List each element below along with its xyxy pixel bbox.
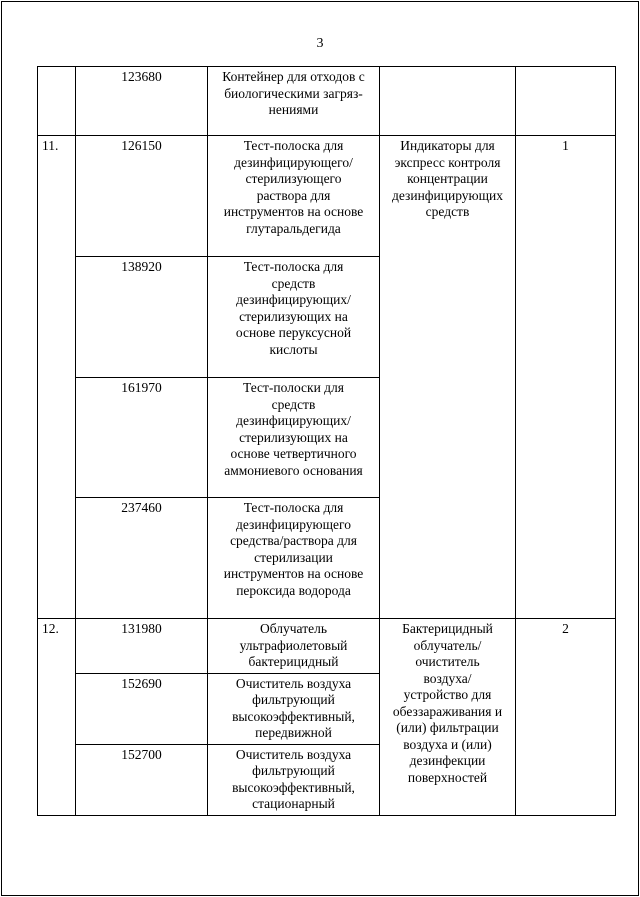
name-line: кислоты: [269, 341, 318, 357]
group-line: обеззараживания и: [392, 703, 503, 719]
class-cell: [516, 67, 616, 136]
name-line: Тест-полоска для: [243, 259, 344, 274]
name-line: передвижной: [255, 725, 332, 740]
group-line: очиститель: [415, 654, 480, 669]
code-cell: 152690: [76, 673, 208, 744]
name-line: дезинфицирующего/: [234, 154, 353, 170]
name-line: ультрафиолетовый: [239, 637, 348, 653]
name-line: Тест-полоска для: [243, 500, 344, 515]
name-line: стерилизующих на: [239, 308, 348, 324]
name-line: глутаральдегида: [246, 220, 341, 236]
group-line: (или) фильтрации: [396, 720, 499, 735]
name-cell: [208, 619, 380, 674]
group-cell: [380, 136, 516, 619]
group-line: Индикаторы для: [400, 138, 495, 153]
name-line: биологическими загряз-: [224, 85, 363, 101]
group-line: дезинфекции: [409, 753, 486, 768]
name-cell: [208, 67, 380, 136]
group-line: облучатель/: [413, 637, 482, 653]
group-line: воздуха и (или): [403, 736, 492, 752]
name-cell: [208, 744, 380, 815]
name-line: инструментов на основе: [223, 566, 364, 581]
name-line: основе перуксусной: [235, 325, 352, 340]
code-cell: 161970: [76, 378, 208, 498]
name-line: дезинфицирующих/: [236, 413, 351, 428]
code-cell: 138920: [76, 257, 208, 378]
group-line: концентрации: [407, 171, 488, 186]
row-number-cell: 12.: [38, 619, 76, 816]
name-line: средств: [271, 396, 316, 412]
name-line: дезинфицирующих/: [236, 292, 351, 307]
group-line: средств: [425, 204, 470, 219]
name-line: раствора для: [256, 187, 331, 203]
group-line: дезинфицирующих: [391, 187, 503, 203]
name-cell: [208, 498, 380, 619]
name-line: Облучатель: [260, 621, 327, 636]
name-line: Тест-полоски для: [242, 380, 345, 395]
table-row: [38, 136, 616, 257]
name-line: стационарный: [252, 796, 335, 811]
name-line: средств: [271, 275, 316, 291]
name-line: основе четвертичного: [230, 446, 357, 461]
code-cell: 237460: [76, 498, 208, 619]
code-cell: 123680: [76, 67, 208, 136]
name-line: аммониевого основания: [224, 462, 363, 478]
name-line: Тест-полоска для: [243, 138, 344, 153]
name-cell: [208, 378, 380, 498]
name-line: Очиститель воздуха: [235, 675, 352, 691]
row-number-cell: [38, 67, 76, 136]
group-line: устройство для: [403, 687, 492, 702]
name-line: пероксида водорода: [236, 582, 351, 598]
name-line: нениями: [268, 102, 319, 117]
group-line: поверхностей: [407, 769, 488, 785]
name-line: стерилизующих на: [239, 429, 348, 445]
group-line: Бактерицидный: [402, 621, 493, 636]
name-line: бактерицидный: [248, 654, 339, 669]
table-row: [38, 67, 616, 136]
name-line: Контейнер для отходов с: [222, 69, 365, 84]
group-cell: [380, 619, 516, 816]
code-cell: 152700: [76, 744, 208, 815]
name-line: высокоэффективный,: [232, 779, 355, 795]
group-line: экспресс контроля: [394, 154, 501, 170]
registry-table: [37, 66, 616, 816]
row-number-cell: 11.: [38, 136, 76, 619]
name-line: Очиститель воздуха: [235, 746, 352, 762]
name-line: высокоэффективный,: [232, 708, 355, 724]
code-cell: 131980: [76, 619, 208, 674]
name-line: средства/раствора для: [230, 533, 357, 548]
name-line: стерилизации: [254, 549, 333, 565]
group-cell: [380, 67, 516, 136]
name-line: дезинфицирующего: [236, 516, 351, 532]
name-line: стерилизующего: [245, 171, 342, 186]
name-line: фильтрующий: [252, 763, 335, 778]
page-number: 3: [316, 36, 324, 51]
table-row: [38, 619, 616, 674]
name-cell: [208, 673, 380, 744]
group-line: воздуха/: [423, 670, 472, 686]
name-line: фильтрующий: [252, 692, 335, 707]
name-cell: [208, 136, 380, 257]
name-cell: [208, 257, 380, 378]
class-cell: 1: [516, 136, 616, 619]
name-line: инструментов на основе: [223, 204, 364, 219]
class-cell: 2: [516, 619, 616, 816]
code-cell: 126150: [76, 136, 208, 257]
